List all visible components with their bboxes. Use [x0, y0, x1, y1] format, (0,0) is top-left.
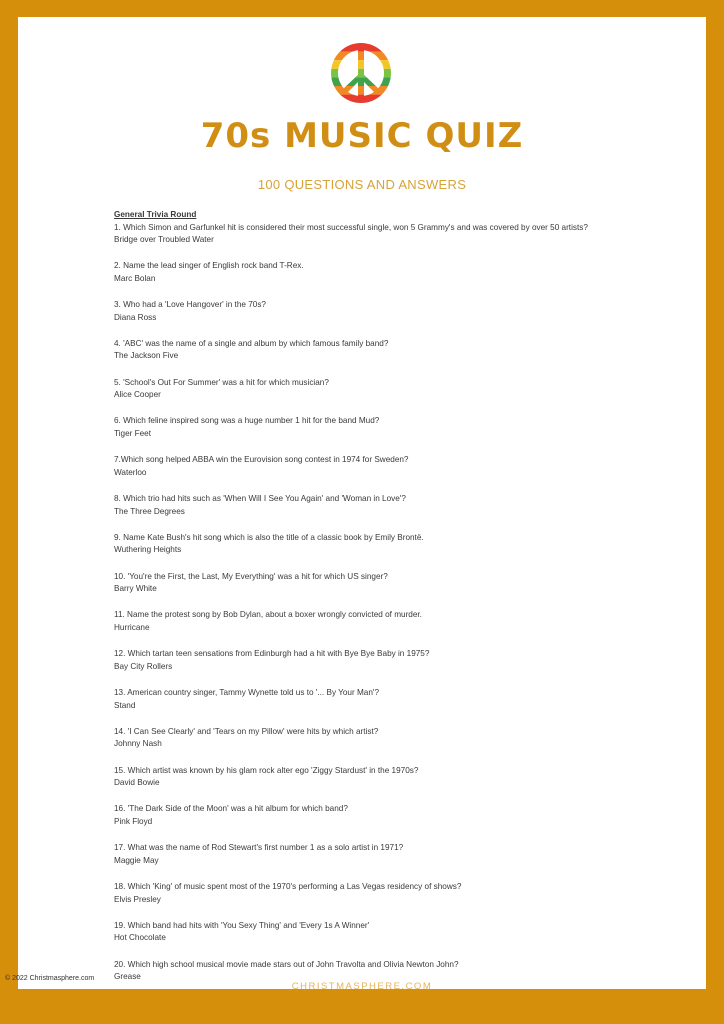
footer-site: CHRISTMASPHERE.COM	[291, 981, 433, 992]
question-text: 15. Which artist was known by his glam rock alter ego 'Ziggy Stardust' in the 1970s?	[114, 765, 419, 775]
peace-sign-icon	[331, 43, 391, 103]
copyright-text: © 2022 Christmasphere.com	[5, 975, 95, 982]
question-item	[114, 687, 694, 726]
page-subtitle: 100 QUESTIONS AND ANSWERS	[257, 177, 467, 192]
answer-text: Hurricane	[114, 622, 150, 632]
question-item	[114, 377, 694, 416]
question-item	[114, 260, 694, 299]
answer-text: The Jackson Five	[114, 351, 179, 361]
quiz-page	[18, 17, 706, 992]
page-title: 70s MUSIC QUIZ	[200, 116, 524, 156]
answer-text: Barry White	[114, 584, 157, 594]
answer-text: Pink Floyd	[114, 816, 153, 826]
question-item	[114, 299, 694, 338]
answer-text: Bay City Rollers	[114, 661, 173, 671]
question-item	[114, 415, 694, 454]
answer-text: Marc Bolan	[114, 273, 156, 283]
answer-text: Waterloo	[114, 467, 147, 477]
question-text: 9. Name Kate Bush's hit song which is also the title of a classic book by Emily Brontë.	[114, 532, 424, 542]
answer-text: Wuthering Heights	[114, 545, 182, 555]
question-text: 8. Which trio had hits such as 'When Will I See You Again' and 'Woman in Love'?	[114, 494, 406, 504]
answer-text: Bridge over Troubled Water	[114, 235, 214, 244]
answer-text: Hot Chocolate	[114, 933, 166, 943]
question-text: 5. 'School's Out For Summer' was a hit for which musician?	[114, 377, 329, 387]
question-item	[114, 532, 694, 571]
question-item	[114, 765, 694, 804]
question-text: 12. Which tartan teen sensations from Edinburgh had a hit with Bye Bye Baby in 1975?	[114, 649, 430, 659]
question-item	[114, 571, 694, 610]
question-text: 14. 'I Can See Clearly' and 'Tears on my Pillow' were hits by which artist?	[114, 726, 379, 736]
question-item	[114, 842, 694, 881]
answer-text: Alice Cooper	[114, 390, 161, 400]
question-text: 17. What was the name of Rod Stewart's first number 1 as a solo artist in 1971?	[114, 843, 404, 853]
question-text: 2. Name the lead singer of English rock band T-Rex.	[114, 261, 304, 271]
question-item	[114, 338, 694, 377]
quiz-content	[114, 209, 694, 997]
answer-text: Grease	[114, 972, 141, 982]
question-item	[114, 648, 694, 687]
answer-text: The Three Degrees	[114, 506, 185, 516]
question-text: 6. Which feline inspired song was a huge number 1 hit for the band Mud?	[114, 416, 380, 426]
question-text: 18. Which 'King' of music spent most of the 1970's performing a Las Vegas residency of shows?	[114, 882, 462, 892]
question-item	[114, 454, 694, 493]
question-text: 4. 'ABC' was the name of a single and album by which famous family band?	[114, 338, 389, 348]
answer-text: Maggie May	[114, 855, 159, 865]
answer-text: Johnny Nash	[114, 739, 162, 749]
question-item	[114, 493, 694, 532]
question-list	[114, 222, 694, 998]
question-text: 3. Who had a 'Love Hangover' in the 70s?	[114, 300, 266, 310]
question-item	[114, 726, 694, 765]
answer-text: David Bowie	[114, 778, 160, 788]
question-item	[114, 920, 694, 959]
question-item	[114, 803, 694, 842]
question-text: 20. Which high school musical movie made stars out of John Travolta and Olivia Newton John?	[114, 959, 459, 969]
question-text: 1. Which Simon and Garfunkel hit is considered their most successful single, won 5 Grammy's and was covered by over 50 artists?	[114, 222, 588, 232]
question-item	[114, 881, 694, 920]
section-heading: General Trivia Round	[114, 210, 197, 219]
answer-text: Elvis Presley	[114, 894, 161, 904]
question-item	[114, 609, 694, 648]
question-text: 10. 'You're the First, the Last, My Everything' was a hit for which US singer?	[114, 571, 388, 581]
question-text: 19. Which band had hits with 'You Sexy Thing' and 'Every 1s A Winner'	[114, 920, 370, 930]
answer-text: Diana Ross	[114, 312, 157, 322]
question-item	[114, 222, 694, 261]
answer-text: Tiger Feet	[114, 428, 152, 438]
answer-text: Stand	[114, 700, 136, 710]
question-text: 7.Which song helped ABBA win the Eurovision song contest in 1974 for Sweden?	[114, 455, 409, 465]
question-text: 16. 'The Dark Side of the Moon' was a hit album for which band?	[114, 804, 348, 814]
question-text: 11. Name the protest song by Bob Dylan, about a boxer wrongly convicted of murder.	[114, 610, 422, 620]
question-text: 13. American country singer, Tammy Wynette told us to '... By Your Man'?	[114, 688, 380, 698]
